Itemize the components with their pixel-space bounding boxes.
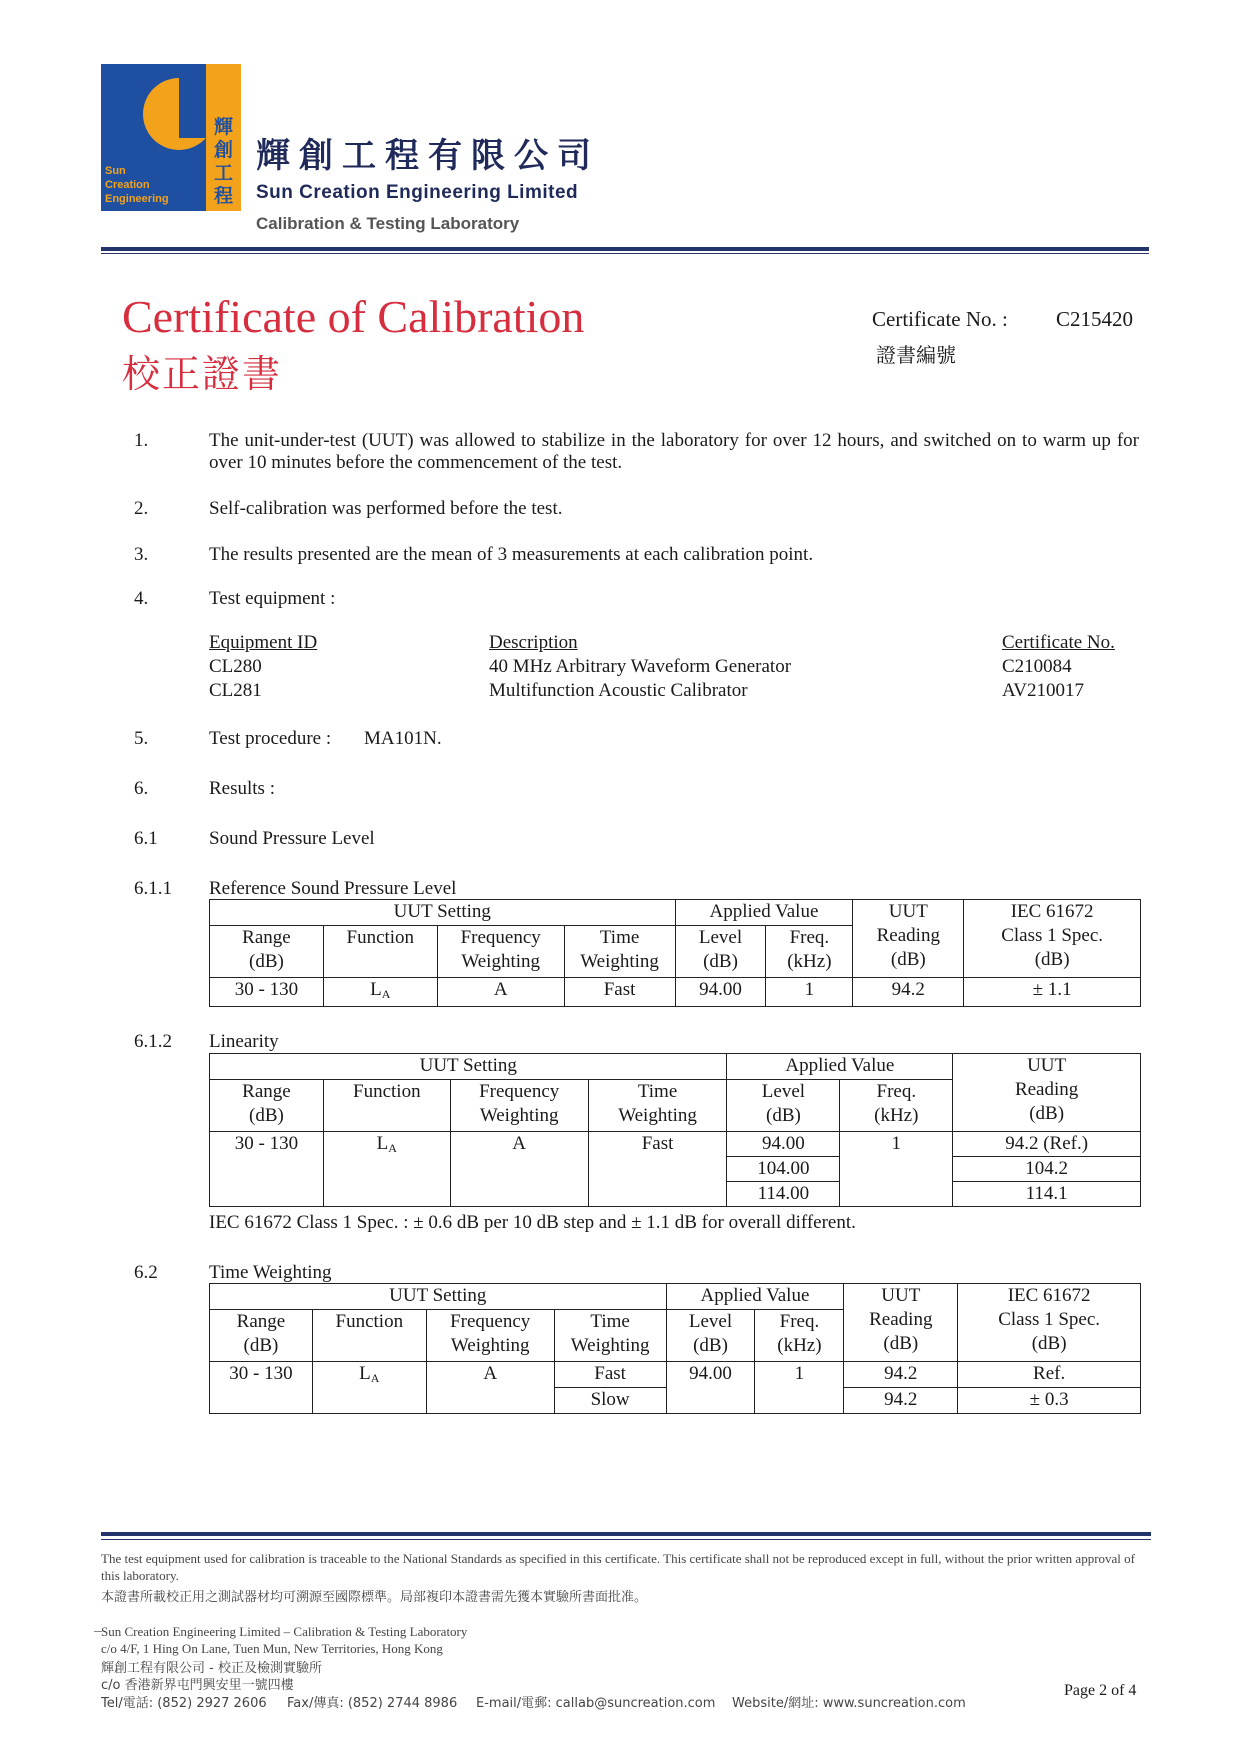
section-number: 6.1.2: [134, 1031, 172, 1052]
website: Website/網址: www.suncreation.com: [732, 1696, 966, 1711]
item-text: The results presented are the mean of 3 measurements at each calibration point.: [209, 544, 814, 565]
uut-setting-header: UUT Setting: [210, 1054, 727, 1080]
address-line: c/o 4/F, 1 Hing On Lane, Tuen Mun, New Territories, Hong Kong: [101, 1641, 443, 1656]
freq-header: Freq. (kHz): [840, 1080, 953, 1132]
item-number: 4.: [134, 588, 149, 609]
header-divider: [101, 247, 1149, 251]
reference-spl-table: [209, 899, 1141, 1007]
iec-spec-header: IEC 61672 Class 1 Spec. (dB): [964, 900, 1141, 978]
item-text: Test equipment :: [209, 588, 336, 609]
company-name-chinese: 輝創工程有限公司: [256, 136, 600, 176]
frequency-weighting-header: Frequency Weighting: [426, 1310, 554, 1362]
linearity-table: [209, 1053, 1141, 1207]
freq-header: Freq. (kHz): [766, 926, 853, 978]
level-cell: 114.00: [727, 1182, 840, 1207]
certificate-title-chinese: 校正證書: [122, 352, 283, 396]
range-header: Range (dB): [210, 926, 324, 978]
section-title: Sound Pressure Level: [209, 828, 375, 849]
time-weighting-table: [209, 1283, 1141, 1414]
item-number: 1.: [134, 430, 149, 451]
section-number: 6.1: [134, 828, 158, 849]
equipment-header-certificate: Certificate No.: [1002, 632, 1115, 653]
reading-cell: 94.2 (Ref.): [953, 1132, 1141, 1157]
range-cell: 30 - 130: [210, 1362, 313, 1414]
item-text: The unit-under-test (UUT) was allowed to stabilize in the laboratory for over 12 hours, and switched on to warm up for over 10 minutes before the commencement of the test.: [209, 430, 1139, 473]
certificate-title: Certificate of Calibration: [122, 291, 585, 342]
telephone: Tel/電話: (852) 2927 2606: [101, 1696, 267, 1711]
laboratory-name: Calibration & Testing Laboratory: [256, 214, 520, 233]
uut-setting-header: UUT Setting: [210, 1284, 667, 1310]
freq-header: Freq. (kHz): [755, 1310, 844, 1362]
item-number: 2.: [134, 498, 149, 519]
freq-cell: 1: [840, 1132, 953, 1207]
section-number: 6.1.1: [134, 878, 172, 899]
time-weighting-header: Time Weighting: [564, 926, 675, 978]
equipment-header-id: Equipment ID: [209, 632, 318, 653]
time-weighting-header: Time Weighting: [554, 1310, 666, 1362]
reading-cell: 94.2: [844, 1362, 958, 1388]
spec-cell: Ref.: [958, 1362, 1141, 1388]
item-number: 6.: [134, 778, 149, 799]
company-logo: [101, 64, 241, 211]
section-title: Time Weighting: [209, 1262, 332, 1283]
range-cell: 30 - 130: [210, 978, 324, 1007]
item-number: 5.: [134, 728, 149, 749]
applied-value-header: Applied Value: [675, 900, 853, 926]
frequency-weighting-cell: A: [437, 978, 564, 1007]
footer-divider-thin: [101, 1539, 1151, 1540]
uut-setting-header: UUT Setting: [210, 900, 676, 926]
function-cell: $L_A$: [312, 1362, 426, 1414]
reading-cell: 114.1: [953, 1182, 1141, 1207]
footer-divider: [101, 1532, 1151, 1536]
time-weighting-header: Time Weighting: [588, 1080, 727, 1132]
item-text: Self-calibration was performed before the test.: [209, 498, 563, 519]
spec-cell: ± 0.3: [958, 1388, 1141, 1414]
equipment-description: Multifunction Acoustic Calibrator: [489, 680, 748, 701]
level-cell: 104.00: [727, 1157, 840, 1182]
table-row: [210, 1362, 1141, 1388]
equipment-description: 40 MHz Arbitrary Waveform Generator: [489, 656, 792, 677]
equipment-certificate: C210084: [1002, 656, 1072, 677]
uut-reading-header: UUT Reading (dB): [844, 1284, 958, 1362]
level-header: Level (dB): [727, 1080, 840, 1132]
table-row: [210, 1132, 1141, 1157]
function-header: Function: [312, 1310, 426, 1362]
test-procedure-value: MA101N.: [364, 728, 442, 749]
level-header: Level (dB): [675, 926, 766, 978]
reading-cell: 94.2: [853, 978, 964, 1007]
range-cell: 30 - 130: [210, 1132, 324, 1207]
iec-spec-header: IEC 61672 Class 1 Spec. (dB): [958, 1284, 1141, 1362]
frequency-weighting-cell: A: [426, 1362, 554, 1414]
function-header: Function: [323, 926, 437, 978]
time-weighting-cell: Slow: [554, 1388, 666, 1414]
time-weighting-cell: Fast: [588, 1132, 727, 1207]
certificate-number-label: Certificate No. :: [872, 307, 1008, 331]
function-header: Function: [323, 1080, 450, 1132]
page-number: Page 2 of 4: [1064, 1682, 1137, 1699]
level-cell: 94.00: [666, 1362, 755, 1414]
linearity-spec-note: IEC 61672 Class 1 Spec. : ± 0.6 dB per 10 dB step and ± 1.1 dB for overall different.: [209, 1212, 856, 1233]
reading-cell: 94.2: [844, 1388, 958, 1414]
frequency-weighting-cell: A: [450, 1132, 588, 1207]
frequency-weighting-header: Frequency Weighting: [437, 926, 564, 978]
uut-reading-header: UUT Reading (dB): [953, 1054, 1141, 1132]
range-header: Range (dB): [210, 1310, 313, 1362]
spec-cell: ± 1.1: [964, 978, 1141, 1007]
frequency-weighting-header: Frequency Weighting: [450, 1080, 588, 1132]
equipment-id: CL280: [209, 656, 262, 677]
logo-chinese-chars: 輝 創 工 程: [213, 116, 233, 207]
address-line-chinese: 輝創工程有限公司 - 校正及檢測實驗所: [101, 1661, 322, 1676]
equipment-header-description: Description: [489, 632, 578, 653]
section-title: Reference Sound Pressure Level: [209, 878, 457, 899]
time-weighting-cell: Fast: [554, 1362, 666, 1388]
section-number: 6.2: [134, 1262, 158, 1283]
results-label: Results :: [209, 778, 275, 799]
test-procedure-label: Test procedure :: [209, 728, 332, 749]
level-header: Level (dB): [666, 1310, 755, 1362]
level-cell: 94.00: [675, 978, 766, 1007]
equipment-certificate: AV210017: [1002, 680, 1084, 701]
header-divider-thin: [101, 253, 1149, 254]
company-name-english: Sun Creation Engineering Limited: [256, 182, 579, 203]
time-weighting-cell: Fast: [564, 978, 675, 1007]
uut-reading-header: UUT Reading (dB): [853, 900, 964, 978]
traceability-disclaimer: The test equipment used for calibration is traceable to the National Standards as specified in this certificate. This certificate shall not be reproduced except in full, without the prior written approval of this laboratory.: [101, 1551, 1135, 1583]
item-number: 3.: [134, 544, 149, 565]
email: E-mail/電郵: callab@suncreation.com: [476, 1696, 716, 1711]
applied-value-header: Applied Value: [727, 1054, 953, 1080]
range-header: Range (dB): [210, 1080, 324, 1132]
address-line: Sun Creation Engineering Limited – Calibration & Testing Laboratory: [101, 1624, 468, 1639]
logo-english-text: Sun Creation Engineering: [105, 165, 169, 205]
section-title: Linearity: [209, 1031, 279, 1052]
table-row: [210, 978, 1141, 1007]
freq-cell: 1: [755, 1362, 844, 1414]
equipment-id: CL281: [209, 680, 262, 701]
certificate-number: C215420: [1056, 307, 1134, 331]
level-cell: 94.00: [727, 1132, 840, 1157]
function-cell: $L_A$: [323, 1132, 450, 1207]
reading-cell: 104.2: [953, 1157, 1141, 1182]
function-cell: $L_A$: [323, 978, 437, 1007]
address-line-chinese: c/o 香港新界屯門興安里一號四樓: [101, 1678, 294, 1693]
fax: Fax/傳真: (852) 2744 8986: [287, 1696, 458, 1711]
certificate-number-label-chinese: 證書編號: [876, 343, 956, 367]
applied-value-header: Applied Value: [666, 1284, 844, 1310]
freq-cell: 1: [766, 978, 853, 1007]
traceability-disclaimer-chinese: 本證書所載校正用之測試器材均可溯源至國際標準。局部複印本證書需先獲本實驗所書面批准。: [101, 1590, 648, 1605]
